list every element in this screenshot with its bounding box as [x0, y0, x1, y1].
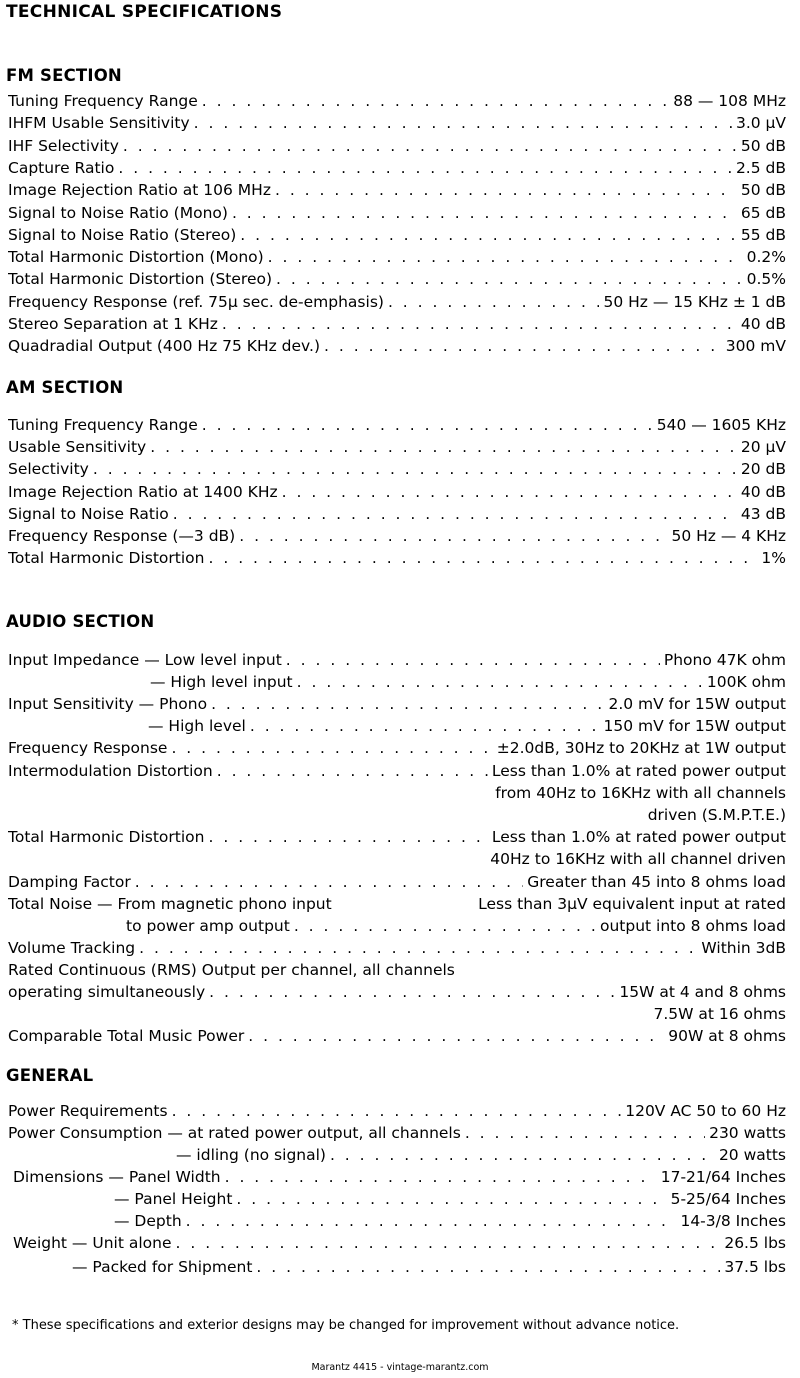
- spec-continuation: 7.5W at 16 ohms: [653, 1005, 786, 1023]
- fm-spec-row: [8, 224, 786, 246]
- fm-spec-row: [8, 335, 786, 357]
- spec-row-input-impedance-high: [8, 671, 786, 693]
- spec-value: ±2.0dB, 30Hz to 20KHz at 1W output: [496, 739, 786, 757]
- leader-dots: [225, 1166, 657, 1188]
- leader-dots: [250, 715, 600, 737]
- spec-value: Greater than 45 into 8 ohms load: [527, 873, 786, 891]
- spec-label: — Panel Height: [114, 1190, 233, 1208]
- leader-dots: [173, 503, 737, 525]
- leader-dots: [324, 335, 722, 357]
- spec-value: Within 3dB: [701, 939, 786, 957]
- fm-spec-row: [8, 202, 786, 224]
- spec-value: 40 dB: [740, 315, 786, 333]
- leader-dots: [268, 246, 743, 268]
- leader-dots: [202, 414, 653, 436]
- leader-dots: [175, 1232, 720, 1254]
- spec-row-power-requirements: [8, 1100, 786, 1122]
- spec-value: 50 dB: [740, 181, 786, 200]
- fm-spec-row: [8, 179, 786, 201]
- leader-dots: [286, 649, 660, 671]
- spec-label: Usable Sensitivity: [8, 438, 147, 457]
- spec-label: Total Harmonic Distortion: [8, 828, 205, 846]
- page-title: TECHNICAL SPECIFICATIONS: [6, 2, 283, 22]
- leader-dots: [209, 981, 615, 1003]
- fm-spec-row: [8, 291, 786, 313]
- fm-spec-row: [8, 90, 786, 112]
- leader-dots: [297, 671, 703, 693]
- spec-row-input-sensitivity: [8, 693, 786, 715]
- spec-label: Comparable Total Music Power: [8, 1027, 245, 1045]
- spec-row-weight: [8, 1232, 786, 1254]
- leader-dots: [139, 937, 697, 959]
- spec-value: 5-25/64 Inches: [670, 1190, 786, 1208]
- spec-value: 2.5 dB: [735, 158, 786, 177]
- spec-row-panel-height: [8, 1188, 786, 1210]
- leader-dots: [240, 224, 737, 246]
- leader-dots: [93, 458, 737, 480]
- leader-dots: [150, 436, 737, 458]
- fm-section-heading: FM SECTION: [6, 66, 122, 85]
- spec-value: 120V AC 50 to 60 Hz: [625, 1102, 786, 1120]
- leader-dots: [123, 135, 737, 157]
- spec-value: Less than 3µV equivalent input at rated: [478, 895, 786, 913]
- spec-label: — High level: [148, 717, 246, 735]
- spec-label: — Packed for Shipment: [72, 1258, 253, 1276]
- spec-label: Frequency Response (ref. 75µ sec. de-emphasis): [8, 292, 384, 311]
- spec-row-volume-tracking: [8, 937, 786, 959]
- leader-dots: [330, 1144, 715, 1166]
- spec-label: Power Requirements: [8, 1102, 168, 1120]
- spec-row-power-idle: [8, 1144, 786, 1166]
- spec-value: 50 dB: [740, 136, 786, 155]
- spec-row-rated-output: [8, 981, 786, 1003]
- general-section-heading: GENERAL: [6, 1066, 94, 1085]
- spec-value: 20 µV: [740, 438, 786, 457]
- spec-value: 300 mV: [725, 337, 786, 356]
- spec-label: Selectivity: [8, 460, 89, 479]
- spec-value: Less than 1.0% at rated power output: [491, 762, 786, 780]
- spec-label: Signal to Noise Ratio: [8, 504, 169, 523]
- spec-label-rated-output: Rated Continuous (RMS) Output per channel, all channels: [8, 961, 455, 979]
- spec-continuation: driven (S.M.P.T.E.): [647, 806, 786, 824]
- am-section-heading: AM SECTION: [6, 378, 124, 397]
- spec-value: 50 Hz — 4 KHz: [671, 527, 786, 545]
- fm-spec-row: [8, 313, 786, 335]
- leader-dots: [276, 268, 743, 290]
- leader-dots: [211, 693, 604, 715]
- spec-label: — Depth: [114, 1212, 182, 1230]
- spec-label: Signal to Noise Ratio (Stereo): [8, 225, 237, 244]
- spec-value: 15W at 4 and 8 ohms: [619, 983, 786, 1001]
- spec-label: Signal to Noise Ratio (Mono): [8, 203, 228, 222]
- spec-continuation: 40Hz to 16KHz with all channel driven: [490, 850, 786, 868]
- spec-label: Dimensions — Panel Width: [13, 1168, 221, 1186]
- spec-label: Image Rejection Ratio at 106 MHz: [8, 181, 271, 200]
- spec-value: 3.0 µV: [735, 114, 786, 133]
- spec-row-weight-packed: [8, 1256, 786, 1278]
- leader-dots: [172, 1100, 622, 1122]
- spec-value: 55 dB: [740, 225, 786, 244]
- leader-dots: [232, 202, 737, 224]
- fm-spec-row: [8, 157, 786, 179]
- spec-label: Volume Tracking: [8, 939, 136, 957]
- am-spec-row: [8, 481, 786, 503]
- leader-dots: [236, 1188, 666, 1210]
- spec-value: 540 — 1605 KHz: [656, 416, 786, 434]
- spec-value: 90W at 8 ohms: [668, 1027, 786, 1045]
- spec-label: IHFM Usable Sensitivity: [8, 114, 190, 133]
- leader-dots: [194, 112, 732, 134]
- leader-dots: [239, 525, 667, 547]
- spec-value: 50 Hz — 15 KHz ± 1 dB: [603, 292, 786, 311]
- spec-row-total-noise: [8, 893, 786, 915]
- leader-dots: [171, 737, 492, 759]
- spec-label: Input Impedance — Low level input: [8, 651, 282, 669]
- leader-dots: [282, 481, 737, 503]
- spec-label: Image Rejection Ratio at 1400 KHz: [8, 482, 278, 501]
- spec-label: Total Harmonic Distortion (Stereo): [8, 270, 273, 289]
- leader-dots: [294, 915, 596, 937]
- spec-label: Frequency Response: [8, 739, 168, 757]
- spec-value: 65 dB: [740, 203, 786, 222]
- leader-dots: [256, 1256, 720, 1278]
- spec-row-damping-factor: [8, 871, 786, 893]
- spec-value: 17-21/64 Inches: [660, 1168, 786, 1186]
- spec-row-input-impedance: [8, 649, 786, 671]
- spec-label: Total Harmonic Distortion (Mono): [8, 248, 264, 267]
- leader-dots: [135, 871, 524, 893]
- spec-label: Power Consumption — at rated power output, all channels: [8, 1124, 461, 1142]
- spec-label: Tuning Frequency Range: [8, 416, 198, 434]
- spec-value: Phono 47K ohm: [663, 651, 786, 669]
- spec-label: — idling (no signal): [176, 1146, 326, 1164]
- spec-value: 14-3/8 Inches: [680, 1212, 786, 1230]
- spec-row-intermodulation: [8, 760, 786, 782]
- spec-row-music-power: [8, 1025, 786, 1047]
- spec-value: 150 mV for 15W output: [603, 717, 786, 735]
- spec-value: 100K ohm: [706, 673, 786, 691]
- spec-row-power-consumption: [8, 1122, 786, 1144]
- fm-spec-row: [8, 268, 786, 290]
- spec-row-input-sensitivity-high: [8, 715, 786, 737]
- leader-dots: [465, 1122, 705, 1144]
- source-credit: Marantz 4415 - vintage-marantz.com: [311, 1362, 489, 1373]
- am-spec-row: [8, 458, 786, 480]
- spec-label: Capture Ratio: [8, 158, 115, 177]
- leader-dots: [118, 157, 732, 179]
- leader-dots: [208, 547, 757, 569]
- leader-dots: [186, 1210, 677, 1232]
- spec-value: 0.5%: [746, 270, 786, 289]
- spec-row-panel-width: [8, 1166, 786, 1188]
- spec-label: Stereo Separation at 1 KHz: [8, 315, 218, 333]
- spec-value: 20 dB: [740, 460, 786, 479]
- spec-label: Quadradial Output (400 Hz 75 KHz dev.): [8, 337, 321, 356]
- spec-value: 26.5 lbs: [724, 1234, 786, 1252]
- spec-label: Intermodulation Distortion: [8, 762, 213, 780]
- leader-dots: [217, 760, 488, 782]
- spec-value: Less than 1.0% at rated power output: [491, 828, 786, 846]
- spec-label: Tuning Frequency Range: [8, 92, 198, 110]
- spec-label: IHF Selectivity: [8, 136, 119, 155]
- am-spec-row: [8, 547, 786, 569]
- spec-value: 1%: [761, 549, 786, 568]
- spec-label: Total Harmonic Distortion: [8, 549, 205, 568]
- am-spec-row: [8, 414, 786, 436]
- spec-value: 40 dB: [740, 482, 786, 501]
- footnote: * These specifications and exterior designs may be changed for improvement without advance notice.: [12, 1318, 680, 1333]
- spec-row-frequency-response: [8, 737, 786, 759]
- spec-row-audio-thd: [8, 826, 786, 848]
- spec-value: 0.2%: [746, 248, 786, 267]
- spec-value: 88 — 108 MHz: [673, 92, 786, 110]
- spec-value: 37.5 lbs: [724, 1258, 786, 1276]
- fm-spec-row: [8, 135, 786, 157]
- leader-dots: [248, 1025, 664, 1047]
- leader-dots: [202, 90, 669, 112]
- spec-value: output into 8 ohms load: [600, 917, 786, 935]
- leader-dots: [388, 291, 600, 313]
- spec-label: Damping Factor: [8, 873, 131, 891]
- fm-spec-row: [8, 112, 786, 134]
- spec-continuation: from 40Hz to 16KHz with all channels: [495, 784, 786, 802]
- leader-dots: [222, 313, 737, 335]
- spec-row-depth: [8, 1210, 786, 1232]
- am-spec-row: [8, 436, 786, 458]
- spec-label: Input Sensitivity — Phono: [8, 695, 208, 713]
- spec-label: operating simultaneously: [8, 983, 206, 1001]
- leader-dots: [208, 826, 487, 848]
- spec-label: to power amp output: [126, 917, 290, 935]
- fm-spec-row: [8, 246, 786, 268]
- spec-label: Total Noise — From magnetic phono input: [8, 895, 332, 913]
- spec-value: 230 watts: [709, 1124, 786, 1142]
- spec-value: 2.0 mV for 15W output: [608, 695, 786, 713]
- am-spec-row: [8, 525, 786, 547]
- spec-value: 20 watts: [718, 1146, 786, 1164]
- am-spec-row: [8, 503, 786, 525]
- spec-label: Frequency Response (—3 dB): [8, 527, 236, 545]
- spec-row-total-noise-cont: [8, 915, 786, 937]
- leader-dots: [275, 179, 737, 201]
- audio-section-heading: AUDIO SECTION: [6, 612, 155, 631]
- spec-value: 43 dB: [740, 504, 786, 523]
- spec-label: — High level input: [150, 673, 293, 691]
- spec-label: Weight — Unit alone: [13, 1234, 172, 1252]
